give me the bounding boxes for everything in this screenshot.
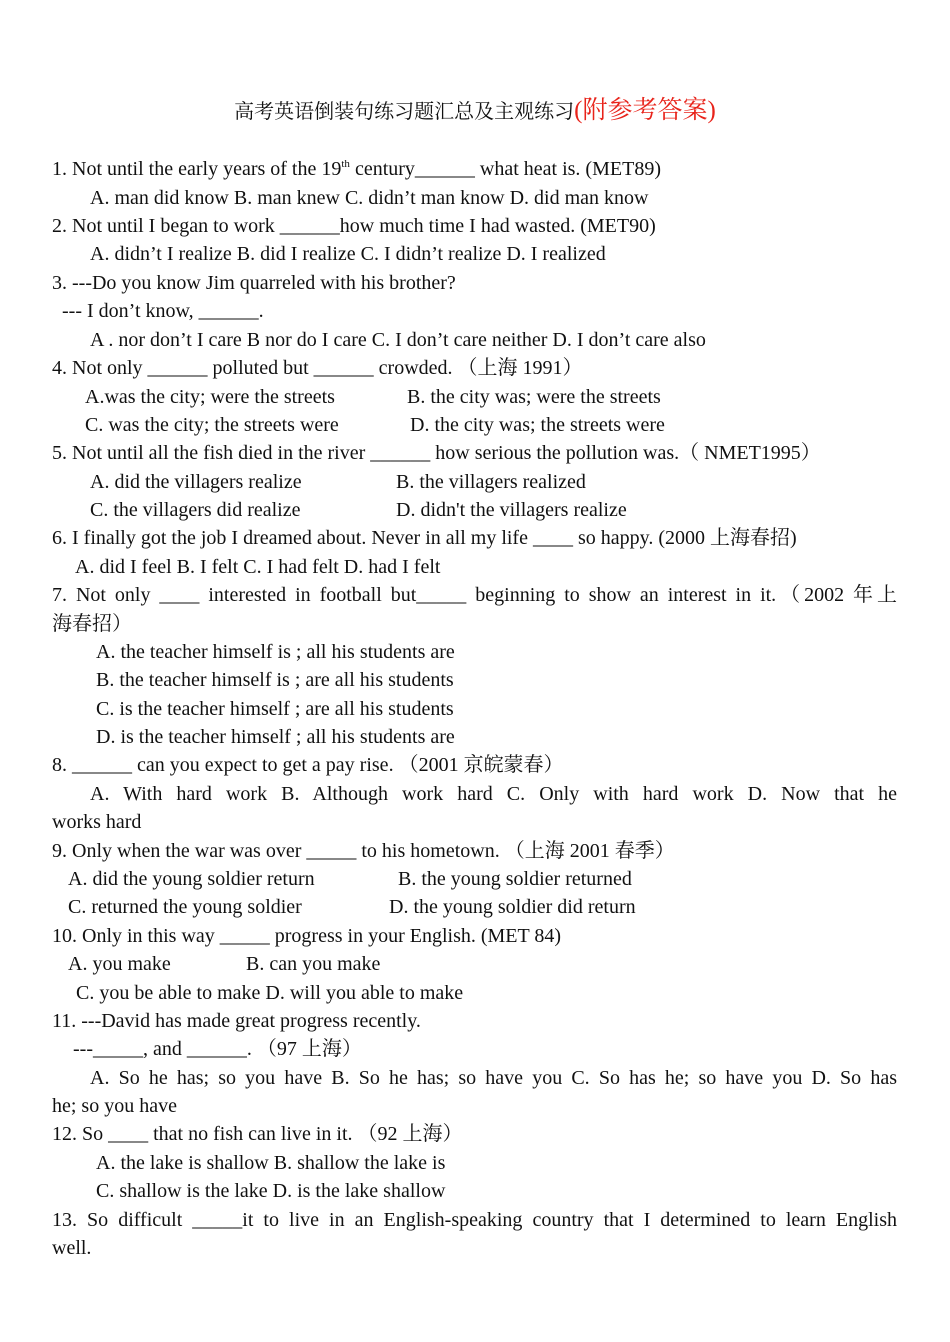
question-8-options: A. With hard work B. Although work hard C. Only with hard work D. Now that he — [90, 783, 897, 805]
question-7-cont: 海春招） — [52, 613, 132, 635]
question-6-options: A. did I feel B. I felt C. I had felt D. had I felt — [75, 556, 441, 578]
question-10-option-b: B. can you make — [246, 953, 381, 975]
question-11: 11. ---David has made great progress recently. — [52, 1010, 421, 1032]
question-3: 3. ---Do you know Jim quarreled with his brother? — [52, 272, 456, 294]
question-8: 8. ______ can you expect to get a pay rise. （2001 京皖蒙春） — [52, 754, 564, 776]
question-1-text-a: 1. Not until the early years of the 19 — [52, 158, 342, 180]
question-4-option-a: A.was the city; were the streets — [85, 386, 335, 408]
question-1-text-b: century______ what heat is. (MET89) — [349, 158, 661, 180]
question-5-option-a: A. did the villagers realize — [90, 471, 302, 493]
question-7-option-c: C. is the teacher himself ; are all his students — [96, 698, 454, 720]
question-10: 10. Only in this way _____ progress in your English. (MET 84) — [52, 925, 562, 947]
question-13: 13. So difficult _____it to live in an English-speaking country that I determined to learn English — [52, 1209, 897, 1231]
question-7-option-d: D. is the teacher himself ; all his students are — [96, 726, 455, 748]
question-7: 7. Not only ____ interested in football but_____ beginning to show an interest in it.（2002 年上 — [52, 584, 897, 606]
question-10-option-a: A. you make — [68, 953, 171, 975]
question-9-option-a: A. did the young soldier return — [68, 868, 315, 890]
question-3-options: A . nor don’t I care B nor do I care C. I don’t care neither D. I don’t care also — [90, 329, 706, 351]
question-4-option-c: C. was the city; the streets were — [85, 414, 339, 436]
superscript-th: th — [341, 158, 350, 170]
question-11-options-cont: he; so you have — [52, 1095, 177, 1117]
question-13-cont: well. — [52, 1237, 92, 1259]
question-5-option-c: C. the villagers did realize — [90, 499, 301, 521]
title-main: 高考英语倒装句练习题汇总及主观练习 — [234, 101, 575, 123]
question-12: 12. So ____ that no fish can live in it. （92 上海） — [52, 1123, 463, 1145]
question-2-options: A. didn’t I realize B. did I realize C. I didn’t realize D. I realized — [90, 243, 606, 265]
question-1 — [52, 155, 661, 183]
question-11-reply: ---_____, and ______. （97 上海） — [73, 1038, 362, 1060]
page-title — [0, 96, 950, 127]
question-2: 2. Not until I began to work ______how much time I had wasted. (MET90) — [52, 215, 656, 237]
question-9-option-c: C. returned the young soldier — [68, 896, 302, 918]
title-answer-note: (附参考答案) — [574, 97, 716, 124]
question-4-option-b: B. the city was; were the streets — [407, 386, 661, 408]
question-7-option-b: B. the teacher himself is ; are all his students — [96, 669, 454, 691]
question-5-option-b: B. the villagers realized — [396, 471, 586, 493]
question-9-option-b: B. the young soldier returned — [398, 868, 632, 890]
question-12-options-ab: A. the lake is shallow B. shallow the lake is — [96, 1152, 446, 1174]
question-4-option-d: D. the city was; the streets were — [410, 414, 665, 436]
question-8-options-cont: works hard — [52, 811, 142, 833]
question-10-options-cd: C. you be able to make D. will you able to make — [76, 982, 464, 1004]
question-7-option-a: A. the teacher himself is ; all his students are — [96, 641, 455, 663]
question-9-option-d: D. the young soldier did return — [389, 896, 636, 918]
question-4: 4. Not only ______ polluted but ______ crowded. （上海 1991） — [52, 357, 583, 379]
question-6: 6. I finally got the job I dreamed about. Never in all my life ____ so happy. (2000 上海春招) — [52, 527, 797, 549]
question-3-reply: --- I don’t know, ______. — [62, 300, 264, 322]
question-11-options: A. So he has; so you have B. So he has; so have you C. So has he; so have you D. So has — [90, 1067, 897, 1089]
question-5-option-d: D. didn't the villagers realize — [396, 499, 627, 521]
question-12-options-cd: C. shallow is the lake D. is the lake shallow — [96, 1180, 446, 1202]
question-9: 9. Only when the war was over _____ to his hometown. （上海 2001 春季） — [52, 840, 675, 862]
question-5: 5. Not until all the fish died in the river ______ how serious the pollution was.（ NMET1995） — [52, 442, 821, 464]
question-1-options: A. man did know B. man knew C. didn’t man know D. did man know — [90, 187, 649, 209]
